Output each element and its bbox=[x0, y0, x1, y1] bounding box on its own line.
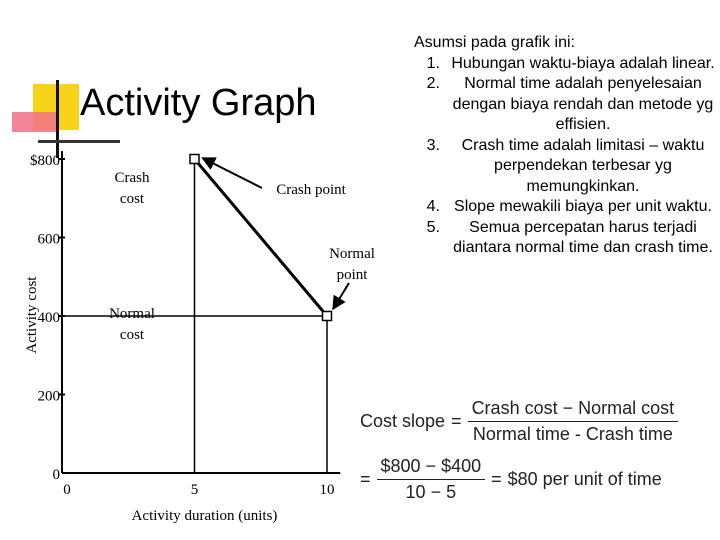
assumption-notes bbox=[396, 33, 720, 259]
notes-item: 1. Hubungan waktu-biaya adalah linear. bbox=[396, 54, 720, 75]
y-tick-label: 0 bbox=[52, 467, 60, 483]
formula-numerator: Crash cost − Normal cost bbox=[468, 398, 679, 422]
crash-point-marker bbox=[190, 155, 199, 164]
notes-item-text: Slope mewakili biaya per unit waktu. bbox=[454, 198, 712, 215]
y-tick-label: $800 bbox=[30, 153, 60, 169]
y-tick-label: 200 bbox=[37, 388, 60, 405]
calc-equals-result: = bbox=[491, 469, 502, 489]
x-tick-label: 5 bbox=[190, 482, 199, 498]
calc-result: $80 per unit of time bbox=[507, 469, 662, 489]
cost-slope-calculation bbox=[360, 456, 662, 503]
y-tick-label: 600 bbox=[37, 231, 60, 248]
page-title: Activity Graph bbox=[80, 82, 317, 124]
cost-slope-formula bbox=[360, 398, 678, 445]
y-tick-label: 400 bbox=[37, 310, 60, 326]
notes-item-text: Crash time adalah limitasi – waktu perpendekan terbesar yg memungkinkan. bbox=[461, 136, 705, 195]
crash-point-arrow bbox=[203, 158, 263, 188]
crash-point-label: Crash point bbox=[276, 182, 346, 198]
normal-point-arrow bbox=[333, 283, 349, 309]
formula-label: Cost slope bbox=[360, 411, 446, 431]
notes-item: 5. Semua percepatan harus terjadi diantara normal time dan crash time. bbox=[396, 218, 720, 259]
crash-cost-label: Crash cost bbox=[114, 170, 150, 207]
formula-equals: = bbox=[451, 411, 462, 431]
calc-denominator: 10 − 5 bbox=[405, 482, 457, 502]
notes-item: 4. Slope mewakili biaya per unit waktu. bbox=[396, 197, 720, 218]
notes-item-text: Hubungan waktu-biaya adalah linear. bbox=[451, 54, 715, 72]
y-axis-label: Activity cost bbox=[24, 276, 40, 354]
notes-list bbox=[396, 54, 720, 259]
normal-cost-label: Normal cost bbox=[109, 306, 155, 343]
x-tick-label: 0 bbox=[63, 482, 71, 498]
notes-item: 2. Normal time adalah penyelesaian dengan biaya rendah dan metode yg effisien. bbox=[396, 74, 720, 136]
normal-point-marker bbox=[323, 312, 332, 321]
formula-fraction bbox=[468, 398, 679, 445]
x-tick-label: 10 bbox=[319, 482, 335, 498]
notes-item-text: Normal time adalah penyelesaian dengan biaya rendah dan metode yg effisien. bbox=[452, 75, 714, 133]
x-axis-label: Activity duration (units) bbox=[131, 508, 278, 524]
formula-denominator: Normal time - Crash time bbox=[472, 424, 673, 444]
notes-item: 3. Crash time adalah limitasi – waktu perpendekan terbesar yg memungkinkan. bbox=[396, 136, 720, 198]
normal-point-label: Normal point bbox=[329, 246, 375, 283]
calc-fraction bbox=[377, 456, 486, 503]
calc-numerator: $800 − $400 bbox=[377, 456, 486, 480]
calc-equals: = bbox=[360, 469, 371, 489]
notes-heading: Asumsi pada grafik ini: bbox=[414, 34, 575, 51]
notes-item-text: Semua percepatan harus terjadi diantara normal time dan crash time. bbox=[453, 218, 713, 256]
